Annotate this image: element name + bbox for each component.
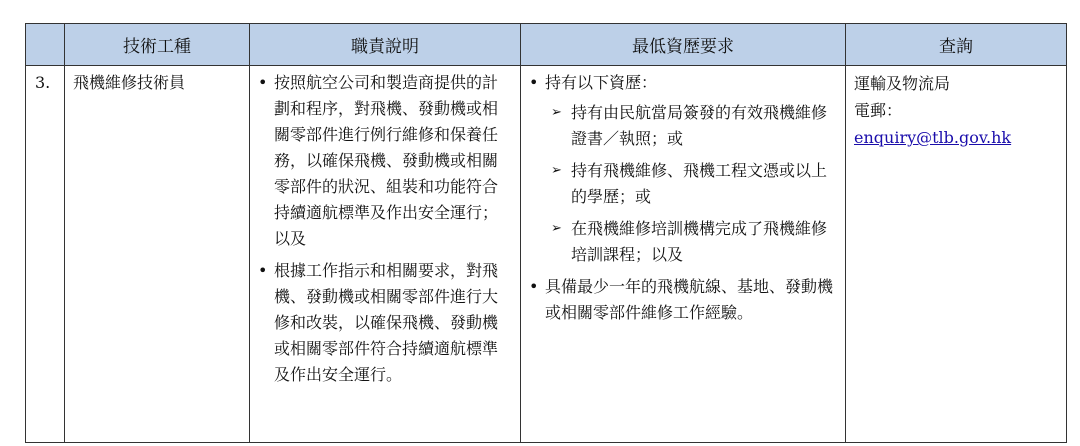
- job-table: [25, 23, 1067, 443]
- requirement-option: ➢ 持有由民航當局簽發的有效飛機維修證書／執照；或: [551, 100, 837, 152]
- requirement-option: ➢ 持有飛機維修、飛機工程文憑或以上的學歷；或: [551, 158, 837, 210]
- header-requirements: 最低資歷要求: [521, 24, 846, 66]
- enquiry-email-link[interactable]: enquiry@tlb.gov.hk: [854, 128, 1012, 147]
- requirements-cell: [521, 66, 846, 443]
- row-number: 3.: [26, 66, 65, 443]
- requirement-experience: • 具備最少一年的飛機航線、基地、發動機或相關零部件維修工作經驗。: [529, 274, 837, 326]
- duty-item: • 按照航空公司和製造商提供的計劃和程序，對飛機、發動機或相關零部件進行例行維修和保養任務，以確保飛機、發動機或相關零部件的狀況、組裝和功能符合持續適航標準及作出安全運行；以及: [258, 70, 512, 252]
- enquiry-office: 運輸及物流局: [854, 74, 951, 93]
- header-enquiry: 查詢: [846, 24, 1067, 66]
- header-row: [26, 24, 1067, 66]
- table-row: [26, 66, 1067, 443]
- duties-cell: [250, 66, 521, 443]
- requirement-lead: 持有以下資歷：: [545, 73, 658, 92]
- requirement-item: [529, 70, 837, 268]
- requirement-option: ➢ 在飛機維修培訓機構完成了飛機維修培訓課程；以及: [551, 216, 837, 268]
- header-job-type: 技術工種: [65, 24, 250, 66]
- enquiry-cell: [846, 66, 1067, 443]
- header-number: [26, 24, 65, 66]
- header-duties: 職責說明: [250, 24, 521, 66]
- requirements-list: [529, 70, 837, 326]
- requirement-options: [551, 100, 837, 268]
- duty-item: • 根據工作指示和相關要求，對飛機、發動機或相關零部件進行大修和改裝，以確保飛機、發動機或相關零部件符合持續適航標準及作出安全運行。: [258, 258, 512, 388]
- duties-list: [258, 70, 512, 388]
- enquiry-email-label: 電郵：: [854, 101, 903, 120]
- job-title: 飛機維修技術員: [65, 66, 250, 443]
